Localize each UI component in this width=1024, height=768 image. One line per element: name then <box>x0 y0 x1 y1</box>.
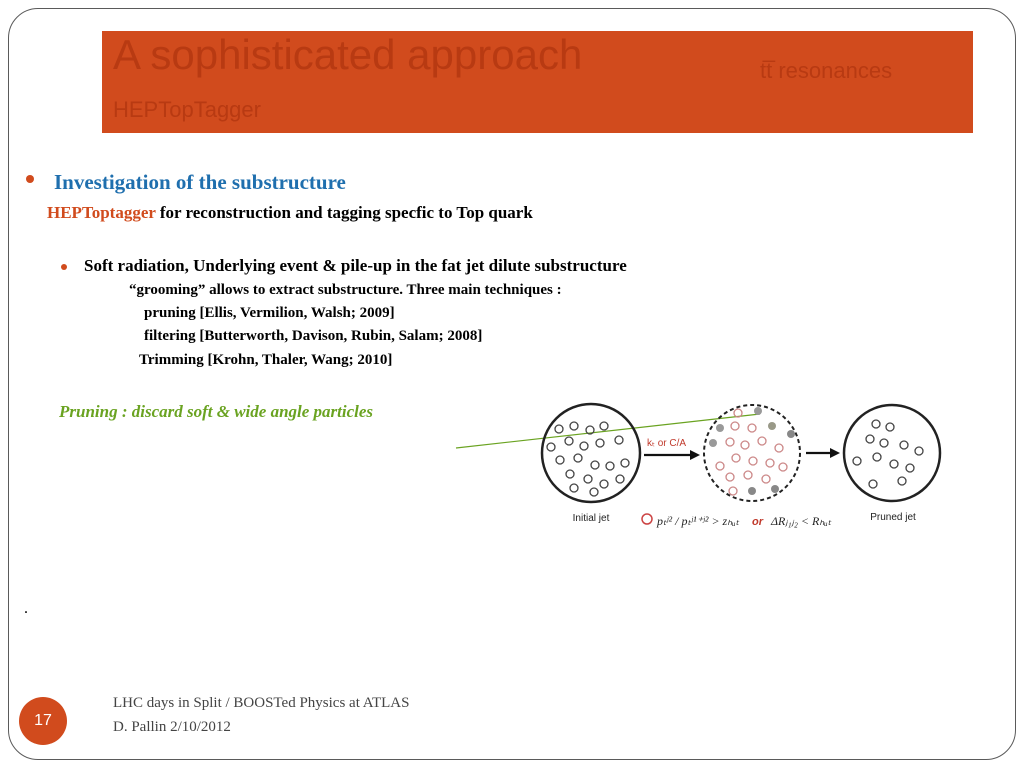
grooming-line: “grooming” allows to extract substructure. Three main techniques : <box>129 282 562 298</box>
arrow-1-head <box>690 450 700 460</box>
initial-jet-label: Initial jet <box>572 513 610 524</box>
stray-dot: . <box>24 600 28 617</box>
pruned-jet-particles <box>853 420 923 488</box>
pruning-particles <box>709 407 795 495</box>
condition-r: ΔRⱼ₁ⱼ₂ < Rₕᵤₜ <box>771 514 832 528</box>
page-number-badge: 17 <box>19 697 67 745</box>
algorithm-label: kₜ or C/A <box>647 438 687 449</box>
pruned-jet-circle <box>844 405 940 501</box>
pruned-jet-label: Pruned jet <box>870 512 916 523</box>
trimming-ref: Trimming [Krohn, Thaler, Wang; 2010] <box>139 352 393 368</box>
footer-line-1: LHC days in Split / BOOSTed Physics at ATLAS <box>113 695 410 711</box>
pruning-ref: pruning [Ellis, Vermilion, Walsh; 2009] <box>144 305 395 321</box>
bullet-heading: Investigation of the substructure <box>54 170 346 194</box>
arrow-2-head <box>830 448 840 458</box>
condition-z: pₜʲ² / pₜʲ¹⁺ʲ² > zₕᵤₜ <box>657 514 740 528</box>
slide-subtitle-2: HEPTopTagger <box>113 97 261 122</box>
initial-jet-circle <box>542 404 640 502</box>
heptoptagger-rest: for reconstruction and tagging specfic to Top quark <box>155 203 533 222</box>
pruning-jet-circle <box>704 405 800 501</box>
footer-line-2: D. Pallin 2/10/2012 <box>113 719 231 735</box>
soft-radiation-bullet: Soft radiation, Underlying event & pile-up in the fat jet dilute substructure <box>84 256 627 275</box>
heptoptagger-highlight: HEPToptagger <box>47 203 156 222</box>
slide-title: A sophisticated approach <box>113 31 583 78</box>
filtering-ref: filtering [Butterworth, Davison, Rubin, Salam; 2008] <box>144 328 483 344</box>
condition-or: or <box>752 516 763 528</box>
slide-subtitle: tt̅ resonances <box>760 58 893 83</box>
initial-jet-particles <box>547 422 629 496</box>
pruning-definition: Pruning : discard soft & wide angle particles <box>59 402 374 421</box>
soft-particle-legend-icon <box>642 514 652 524</box>
